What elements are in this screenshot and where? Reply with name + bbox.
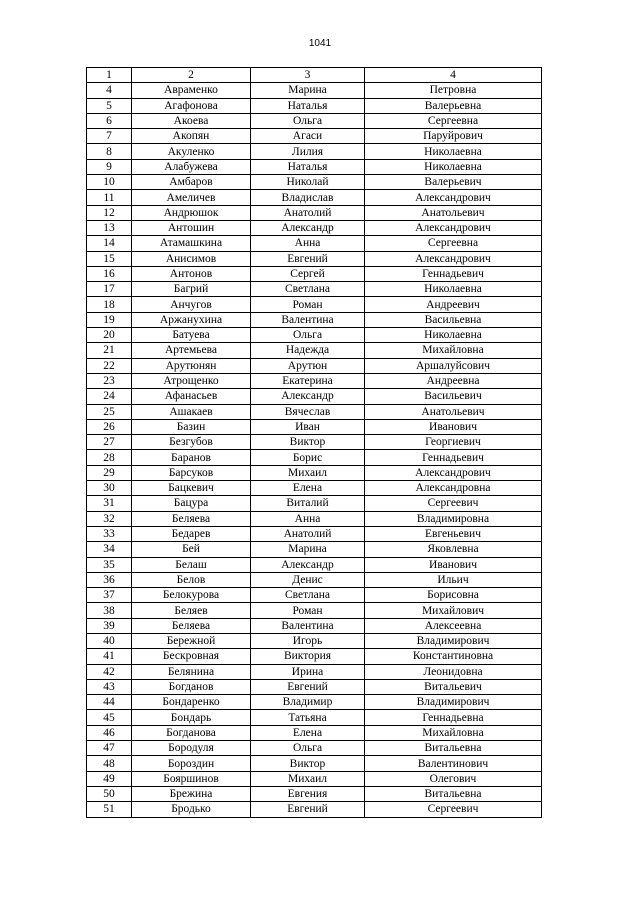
first-name-cell: Агаси: [251, 129, 365, 144]
row-index-cell: 15: [87, 251, 132, 266]
table-row: [87, 756, 542, 771]
row-index-cell: 9: [87, 159, 132, 174]
first-name-cell: Владимир: [251, 695, 365, 710]
row-index-cell: 49: [87, 771, 132, 786]
first-name-cell: Ольга: [251, 741, 365, 756]
patronymic-cell: Иванович: [365, 419, 542, 434]
surname-cell: Бедарев: [132, 526, 251, 541]
patronymic-cell: Андреевна: [365, 373, 542, 388]
roster-table-body: [87, 68, 542, 818]
table-row: [87, 465, 542, 480]
first-name-cell: Александр: [251, 389, 365, 404]
first-name-cell: Борис: [251, 450, 365, 465]
surname-cell: Баранов: [132, 450, 251, 465]
patronymic-cell: Александрович: [365, 220, 542, 235]
row-index-cell: 7: [87, 129, 132, 144]
surname-cell: Алабужева: [132, 159, 251, 174]
row-index-cell: 13: [87, 220, 132, 235]
patronymic-cell: Михайловна: [365, 725, 542, 740]
first-name-cell: Роман: [251, 297, 365, 312]
patronymic-cell: Ильич: [365, 572, 542, 587]
table-row: [87, 297, 542, 312]
first-name-cell: Роман: [251, 603, 365, 618]
first-name-cell: Николай: [251, 175, 365, 190]
surname-cell: Бондарь: [132, 710, 251, 725]
patronymic-cell: Александрович: [365, 251, 542, 266]
row-index-cell: 4: [87, 83, 132, 98]
first-name-cell: Сергей: [251, 266, 365, 281]
first-name-cell: Игорь: [251, 633, 365, 648]
first-name-cell: Александр: [251, 557, 365, 572]
row-index-cell: 28: [87, 450, 132, 465]
patronymic-cell: Петровна: [365, 83, 542, 98]
table-row: [87, 435, 542, 450]
row-index-cell: 33: [87, 526, 132, 541]
table-row: [87, 220, 542, 235]
surname-cell: Бережной: [132, 633, 251, 648]
surname-cell: Белаш: [132, 557, 251, 572]
table-row: [87, 679, 542, 694]
patronymic-cell: Владимирович: [365, 633, 542, 648]
table-row: [87, 526, 542, 541]
patronymic-cell: Михайлович: [365, 603, 542, 618]
row-index-cell: 51: [87, 802, 132, 817]
surname-cell: Арутюнян: [132, 358, 251, 373]
surname-cell: Афанасьев: [132, 389, 251, 404]
row-index-cell: 35: [87, 557, 132, 572]
first-name-cell: Арутюн: [251, 358, 365, 373]
column-number-1: 1: [87, 68, 132, 83]
first-name-cell: Ольга: [251, 113, 365, 128]
table-row: [87, 98, 542, 113]
surname-cell: Авраменко: [132, 83, 251, 98]
table-row: [87, 251, 542, 266]
row-index-cell: 17: [87, 282, 132, 297]
first-name-cell: Евгений: [251, 251, 365, 266]
patronymic-cell: Сергеевна: [365, 236, 542, 251]
surname-cell: Акоева: [132, 113, 251, 128]
table-header-row: [87, 68, 542, 83]
first-name-cell: Ирина: [251, 664, 365, 679]
first-name-cell: Татьяна: [251, 710, 365, 725]
surname-cell: Акуленко: [132, 144, 251, 159]
table-row: [87, 113, 542, 128]
table-row: [87, 312, 542, 327]
patronymic-cell: Валерьевна: [365, 98, 542, 113]
patronymic-cell: Леонидовна: [365, 664, 542, 679]
row-index-cell: 36: [87, 572, 132, 587]
first-name-cell: Светлана: [251, 588, 365, 603]
first-name-cell: Елена: [251, 725, 365, 740]
row-index-cell: 30: [87, 481, 132, 496]
table-row: [87, 710, 542, 725]
row-index-cell: 21: [87, 343, 132, 358]
surname-cell: Беляев: [132, 603, 251, 618]
table-row: [87, 83, 542, 98]
table-row: [87, 603, 542, 618]
surname-cell: Бояршинов: [132, 771, 251, 786]
table-row: [87, 725, 542, 740]
table-row: [87, 649, 542, 664]
surname-cell: Барсуков: [132, 465, 251, 480]
table-row: [87, 389, 542, 404]
first-name-cell: Евгений: [251, 802, 365, 817]
patronymic-cell: Витальевна: [365, 786, 542, 801]
surname-cell: Багрий: [132, 282, 251, 297]
patronymic-cell: Сергеевна: [365, 113, 542, 128]
table-row: [87, 496, 542, 511]
surname-cell: Белов: [132, 572, 251, 587]
table-row: [87, 481, 542, 496]
first-name-cell: Денис: [251, 572, 365, 587]
first-name-cell: Надежда: [251, 343, 365, 358]
first-name-cell: Виталий: [251, 496, 365, 511]
roster-table: [86, 67, 542, 818]
row-index-cell: 48: [87, 756, 132, 771]
row-index-cell: 5: [87, 98, 132, 113]
surname-cell: Безгубов: [132, 435, 251, 450]
table-row: [87, 511, 542, 526]
surname-cell: Акопян: [132, 129, 251, 144]
row-index-cell: 38: [87, 603, 132, 618]
patronymic-cell: Георгиевич: [365, 435, 542, 450]
patronymic-cell: Геннадьевич: [365, 266, 542, 281]
row-index-cell: 41: [87, 649, 132, 664]
patronymic-cell: Николаевна: [365, 144, 542, 159]
surname-cell: Атамашкина: [132, 236, 251, 251]
patronymic-cell: Сергеевич: [365, 496, 542, 511]
row-index-cell: 8: [87, 144, 132, 159]
first-name-cell: Лилия: [251, 144, 365, 159]
first-name-cell: Александр: [251, 220, 365, 235]
table-row: [87, 175, 542, 190]
surname-cell: Беляева: [132, 511, 251, 526]
table-row: [87, 542, 542, 557]
patronymic-cell: Евгеньевич: [365, 526, 542, 541]
first-name-cell: Владислав: [251, 190, 365, 205]
table-row: [87, 373, 542, 388]
row-index-cell: 47: [87, 741, 132, 756]
row-index-cell: 34: [87, 542, 132, 557]
patronymic-cell: Михайловна: [365, 343, 542, 358]
table-row: [87, 450, 542, 465]
row-index-cell: 27: [87, 435, 132, 450]
surname-cell: Андрюшок: [132, 205, 251, 220]
table-row: [87, 266, 542, 281]
table-row: [87, 557, 542, 572]
first-name-cell: Валентина: [251, 312, 365, 327]
row-index-cell: 23: [87, 373, 132, 388]
page-number: 1041: [308, 38, 332, 49]
row-index-cell: 14: [87, 236, 132, 251]
surname-cell: Бей: [132, 542, 251, 557]
surname-cell: Амеличев: [132, 190, 251, 205]
patronymic-cell: Николаевна: [365, 328, 542, 343]
table-row: [87, 633, 542, 648]
row-index-cell: 32: [87, 511, 132, 526]
first-name-cell: Виктория: [251, 649, 365, 664]
row-index-cell: 50: [87, 786, 132, 801]
surname-cell: Бородуля: [132, 741, 251, 756]
row-index-cell: 29: [87, 465, 132, 480]
patronymic-cell: Васильевич: [365, 389, 542, 404]
first-name-cell: Михаил: [251, 465, 365, 480]
row-index-cell: 39: [87, 618, 132, 633]
first-name-cell: Светлана: [251, 282, 365, 297]
row-index-cell: 43: [87, 679, 132, 694]
table-row: [87, 144, 542, 159]
surname-cell: Бацкевич: [132, 481, 251, 496]
first-name-cell: Виктор: [251, 435, 365, 450]
patronymic-cell: Анатольевич: [365, 205, 542, 220]
surname-cell: Аржанухина: [132, 312, 251, 327]
row-index-cell: 44: [87, 695, 132, 710]
row-index-cell: 20: [87, 328, 132, 343]
first-name-cell: Марина: [251, 542, 365, 557]
patronymic-cell: Константиновна: [365, 649, 542, 664]
surname-cell: Бескровная: [132, 649, 251, 664]
row-index-cell: 45: [87, 710, 132, 725]
patronymic-cell: Витальевна: [365, 741, 542, 756]
table-row: [87, 358, 542, 373]
surname-cell: Богданов: [132, 679, 251, 694]
surname-cell: Артемьева: [132, 343, 251, 358]
table-row: [87, 664, 542, 679]
patronymic-cell: Иванович: [365, 557, 542, 572]
patronymic-cell: Геннадьевна: [365, 710, 542, 725]
first-name-cell: Наталья: [251, 159, 365, 174]
table-row: [87, 786, 542, 801]
patronymic-cell: Геннадьевич: [365, 450, 542, 465]
surname-cell: Брежина: [132, 786, 251, 801]
table-row: [87, 159, 542, 174]
patronymic-cell: Валерьевич: [365, 175, 542, 190]
surname-cell: Антонов: [132, 266, 251, 281]
row-index-cell: 25: [87, 404, 132, 419]
row-index-cell: 16: [87, 266, 132, 281]
table-row: [87, 190, 542, 205]
table-row: [87, 419, 542, 434]
row-index-cell: 6: [87, 113, 132, 128]
patronymic-cell: Алексеевна: [365, 618, 542, 633]
first-name-cell: Валентина: [251, 618, 365, 633]
patronymic-cell: Аршалуйсович: [365, 358, 542, 373]
surname-cell: Бацура: [132, 496, 251, 511]
surname-cell: Амбаров: [132, 175, 251, 190]
surname-cell: Анчугов: [132, 297, 251, 312]
table-row: [87, 236, 542, 251]
patronymic-cell: Владимировна: [365, 511, 542, 526]
row-index-cell: 18: [87, 297, 132, 312]
surname-cell: Атрощенко: [132, 373, 251, 388]
row-index-cell: 26: [87, 419, 132, 434]
first-name-cell: Марина: [251, 83, 365, 98]
patronymic-cell: Паруйрович: [365, 129, 542, 144]
row-index-cell: 31: [87, 496, 132, 511]
patronymic-cell: Владимирович: [365, 695, 542, 710]
table-row: [87, 802, 542, 817]
patronymic-cell: Борисовна: [365, 588, 542, 603]
first-name-cell: Евгения: [251, 786, 365, 801]
surname-cell: Ашакаев: [132, 404, 251, 419]
table-row: [87, 328, 542, 343]
row-index-cell: 40: [87, 633, 132, 648]
row-index-cell: 37: [87, 588, 132, 603]
patronymic-cell: Николаевна: [365, 282, 542, 297]
table-row: [87, 343, 542, 358]
surname-cell: Белокурова: [132, 588, 251, 603]
patronymic-cell: Николаевна: [365, 159, 542, 174]
row-index-cell: 19: [87, 312, 132, 327]
first-name-cell: Иван: [251, 419, 365, 434]
first-name-cell: Екатерина: [251, 373, 365, 388]
table-row: [87, 205, 542, 220]
surname-cell: Бродько: [132, 802, 251, 817]
surname-cell: Анисимов: [132, 251, 251, 266]
row-index-cell: 24: [87, 389, 132, 404]
row-index-cell: 22: [87, 358, 132, 373]
row-index-cell: 10: [87, 175, 132, 190]
row-index-cell: 46: [87, 725, 132, 740]
table-row: [87, 282, 542, 297]
table-row: [87, 741, 542, 756]
surname-cell: Белянина: [132, 664, 251, 679]
first-name-cell: Виктор: [251, 756, 365, 771]
surname-cell: Агафонова: [132, 98, 251, 113]
first-name-cell: Анатолий: [251, 526, 365, 541]
row-index-cell: 12: [87, 205, 132, 220]
column-number-3: 3: [251, 68, 365, 83]
surname-cell: Богданова: [132, 725, 251, 740]
first-name-cell: Евгений: [251, 679, 365, 694]
patronymic-cell: Александрович: [365, 465, 542, 480]
patronymic-cell: Олегович: [365, 771, 542, 786]
row-index-cell: 11: [87, 190, 132, 205]
first-name-cell: Анна: [251, 511, 365, 526]
column-number-4: 4: [365, 68, 542, 83]
patronymic-cell: Яковлевна: [365, 542, 542, 557]
row-index-cell: 42: [87, 664, 132, 679]
first-name-cell: Анатолий: [251, 205, 365, 220]
table-row: [87, 129, 542, 144]
patronymic-cell: Анатольевич: [365, 404, 542, 419]
column-number-2: 2: [132, 68, 251, 83]
patronymic-cell: Валентинович: [365, 756, 542, 771]
patronymic-cell: Андреевич: [365, 297, 542, 312]
table-row: [87, 404, 542, 419]
patronymic-cell: Александрович: [365, 190, 542, 205]
surname-cell: Антошин: [132, 220, 251, 235]
first-name-cell: Вячеслав: [251, 404, 365, 419]
patronymic-cell: Александровна: [365, 481, 542, 496]
first-name-cell: Анна: [251, 236, 365, 251]
first-name-cell: Михаил: [251, 771, 365, 786]
patronymic-cell: Сергеевич: [365, 802, 542, 817]
table-row: [87, 695, 542, 710]
patronymic-cell: Витальевич: [365, 679, 542, 694]
table-row: [87, 771, 542, 786]
table-row: [87, 588, 542, 603]
first-name-cell: Ольга: [251, 328, 365, 343]
surname-cell: Базин: [132, 419, 251, 434]
surname-cell: Бондаренко: [132, 695, 251, 710]
table-row: [87, 618, 542, 633]
first-name-cell: Наталья: [251, 98, 365, 113]
table-row: [87, 572, 542, 587]
surname-cell: Батуева: [132, 328, 251, 343]
first-name-cell: Елена: [251, 481, 365, 496]
patronymic-cell: Васильевна: [365, 312, 542, 327]
surname-cell: Бороздин: [132, 756, 251, 771]
surname-cell: Беляева: [132, 618, 251, 633]
